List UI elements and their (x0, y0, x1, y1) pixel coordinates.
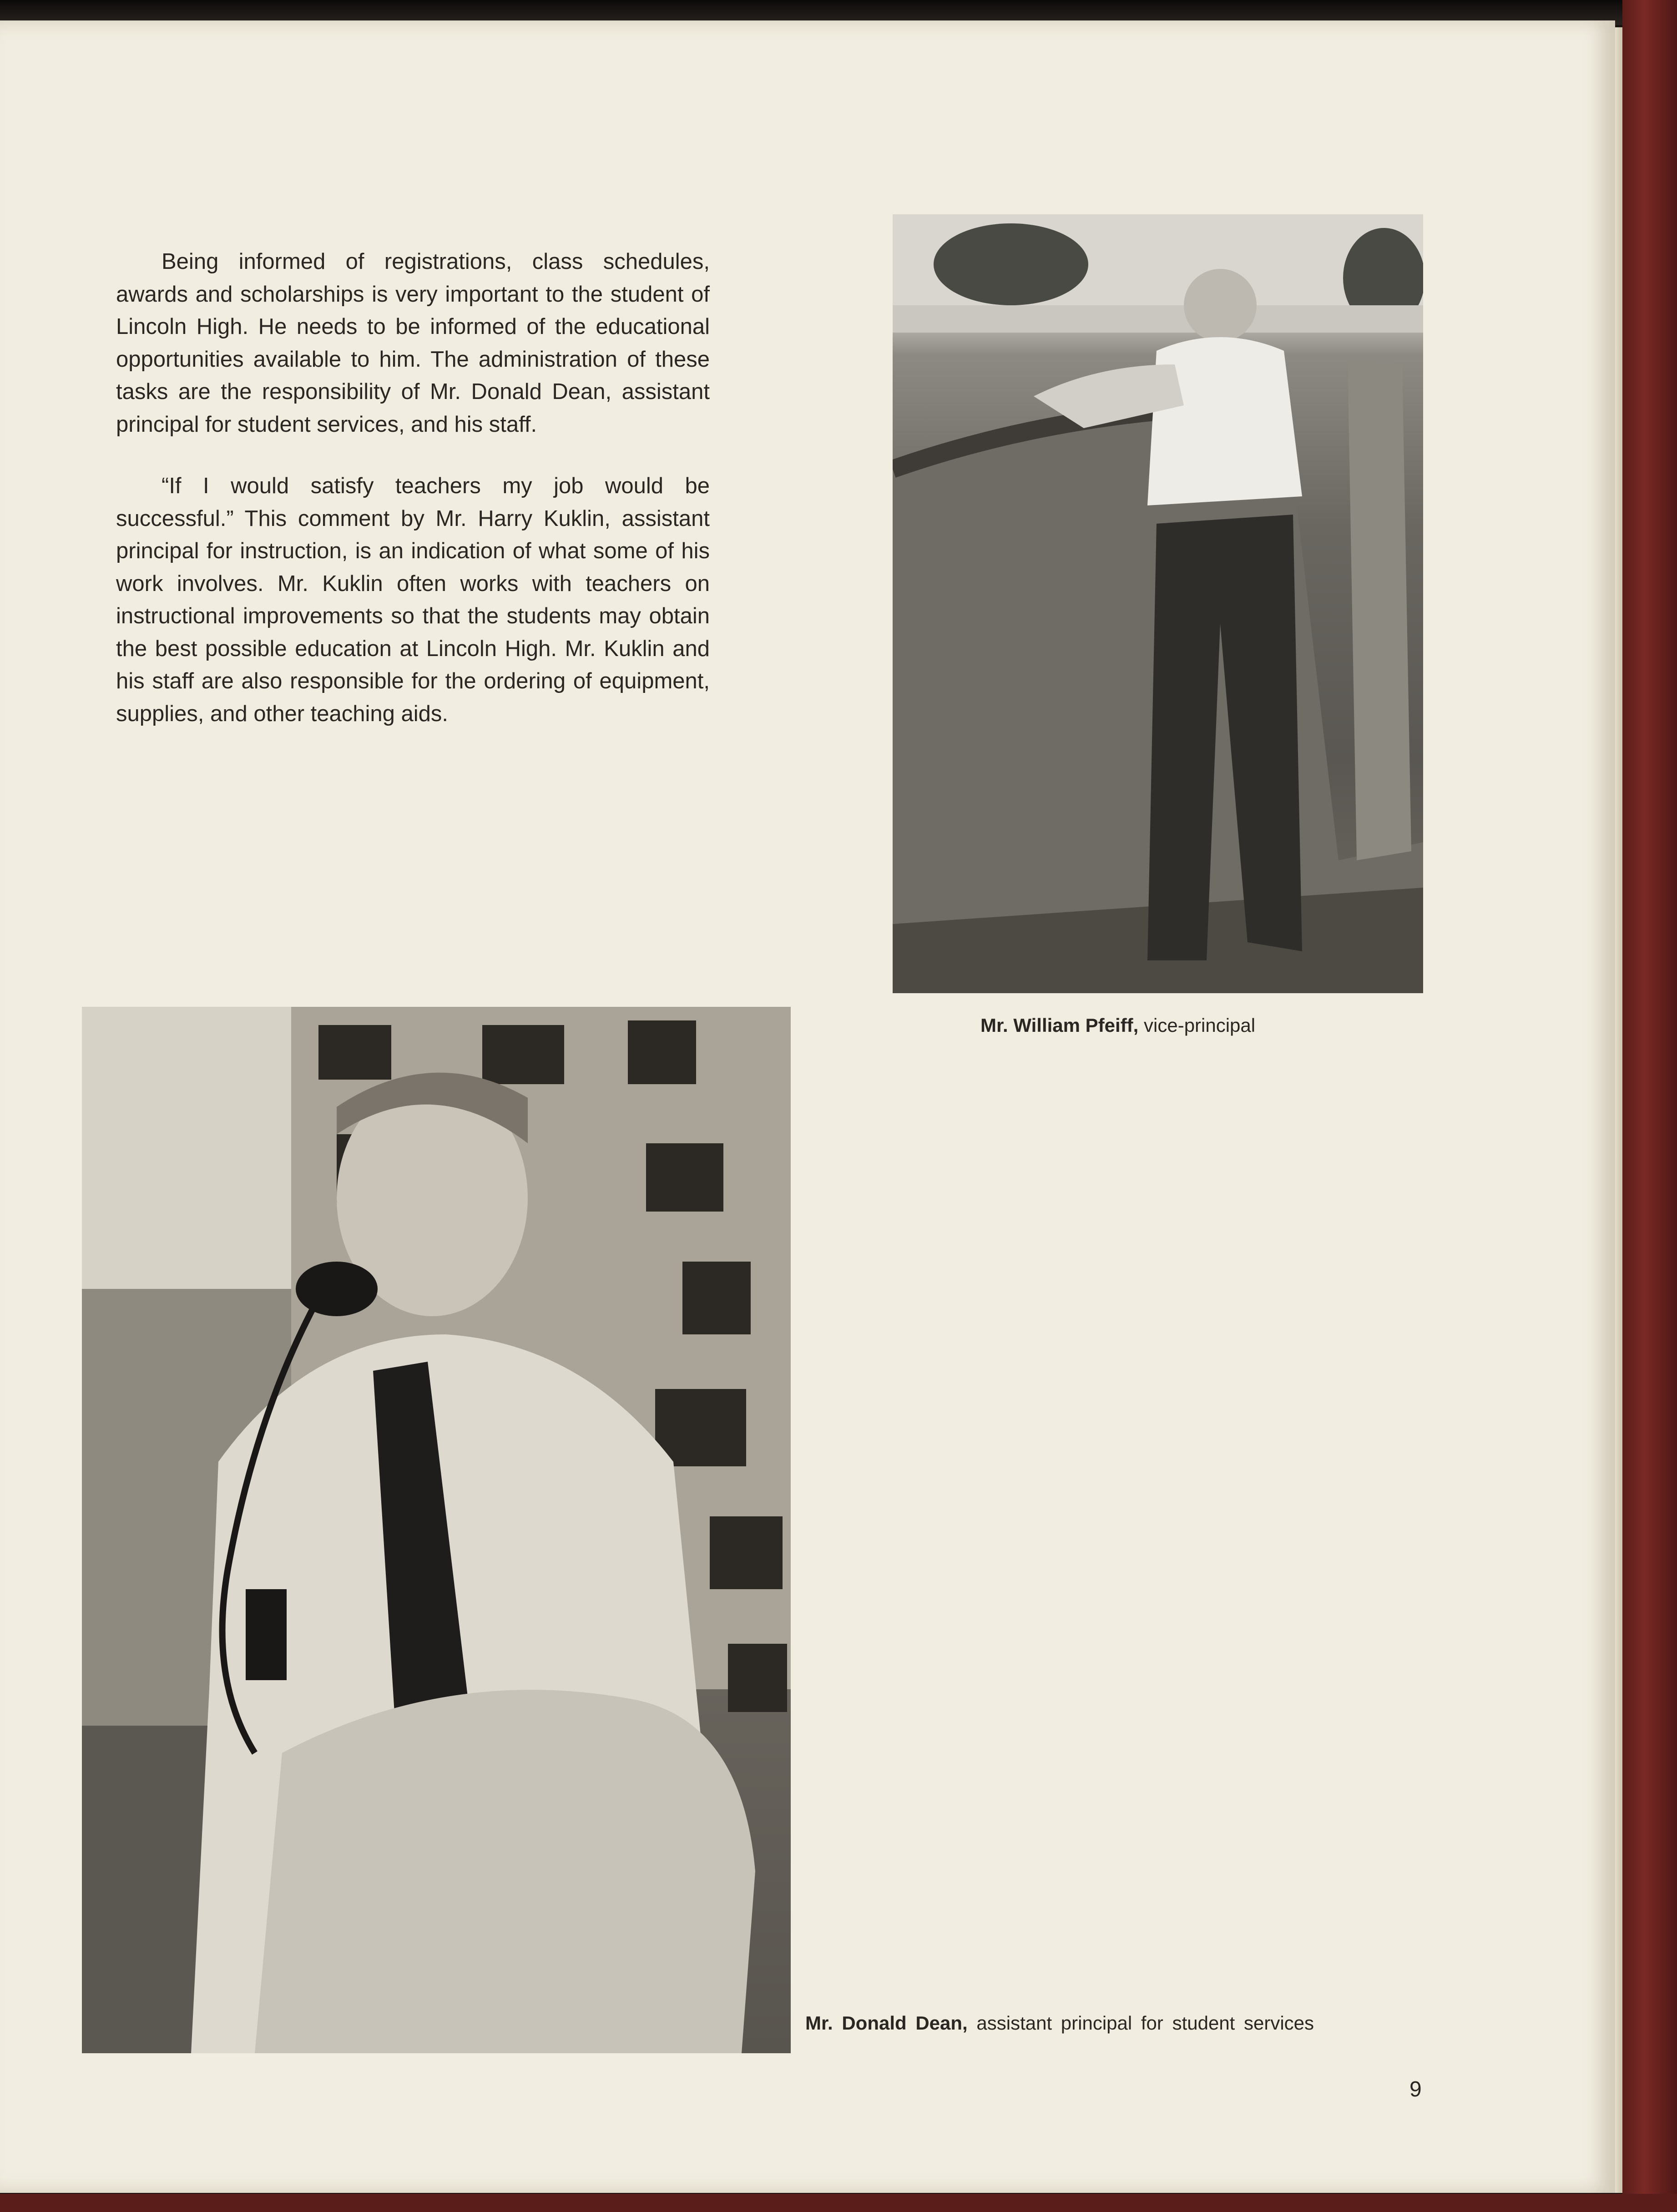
caption-dean-name: Mr. Donald Dean, (805, 2012, 968, 2034)
book-cover-edge (1622, 0, 1677, 2212)
pfeiff-photo-illustration (893, 214, 1423, 993)
caption-pfeiff-title: vice-principal (1144, 1015, 1256, 1036)
caption-pfeiff (980, 1015, 1255, 1036)
photo-donald-dean (82, 1007, 791, 2053)
caption-dean (805, 2012, 1314, 2034)
caption-dean-title: assistant principal for student services (976, 2012, 1314, 2034)
caption-pfeiff-name: Mr. William Pfeiff, (980, 1015, 1139, 1036)
bottom-cover-strip (0, 2194, 1677, 2212)
dean-photo-illustration (82, 1007, 791, 2053)
page-number: 9 (1409, 2077, 1422, 2101)
paragraph-student-services: Being informed of registrations, class schedules, awards and scholarships is very important to the student of Lincoln High. He needs to be informed of the educational opportunities available to him. The administration of these tasks are the responsibility of Mr. Donald Dean, assistant principal for student services, and his staff. (116, 249, 710, 437)
photo-william-pfeiff (893, 214, 1423, 993)
body-text (116, 246, 710, 759)
yearbook-page (0, 20, 1615, 2193)
paragraph-instruction: “If I would satisfy teachers my job would be successful.” This comment by Mr. Harry Kuklin, assistant principal for instruction, is an indication of what some of his work involves. Mr. Kuklin often works with teachers on instructional improvements so that the students may obtain the best possible education at Lincoln High. Mr. Kuklin and his staff are also responsible for the ordering of equipment, supplies, and other teaching aids. (116, 474, 710, 726)
